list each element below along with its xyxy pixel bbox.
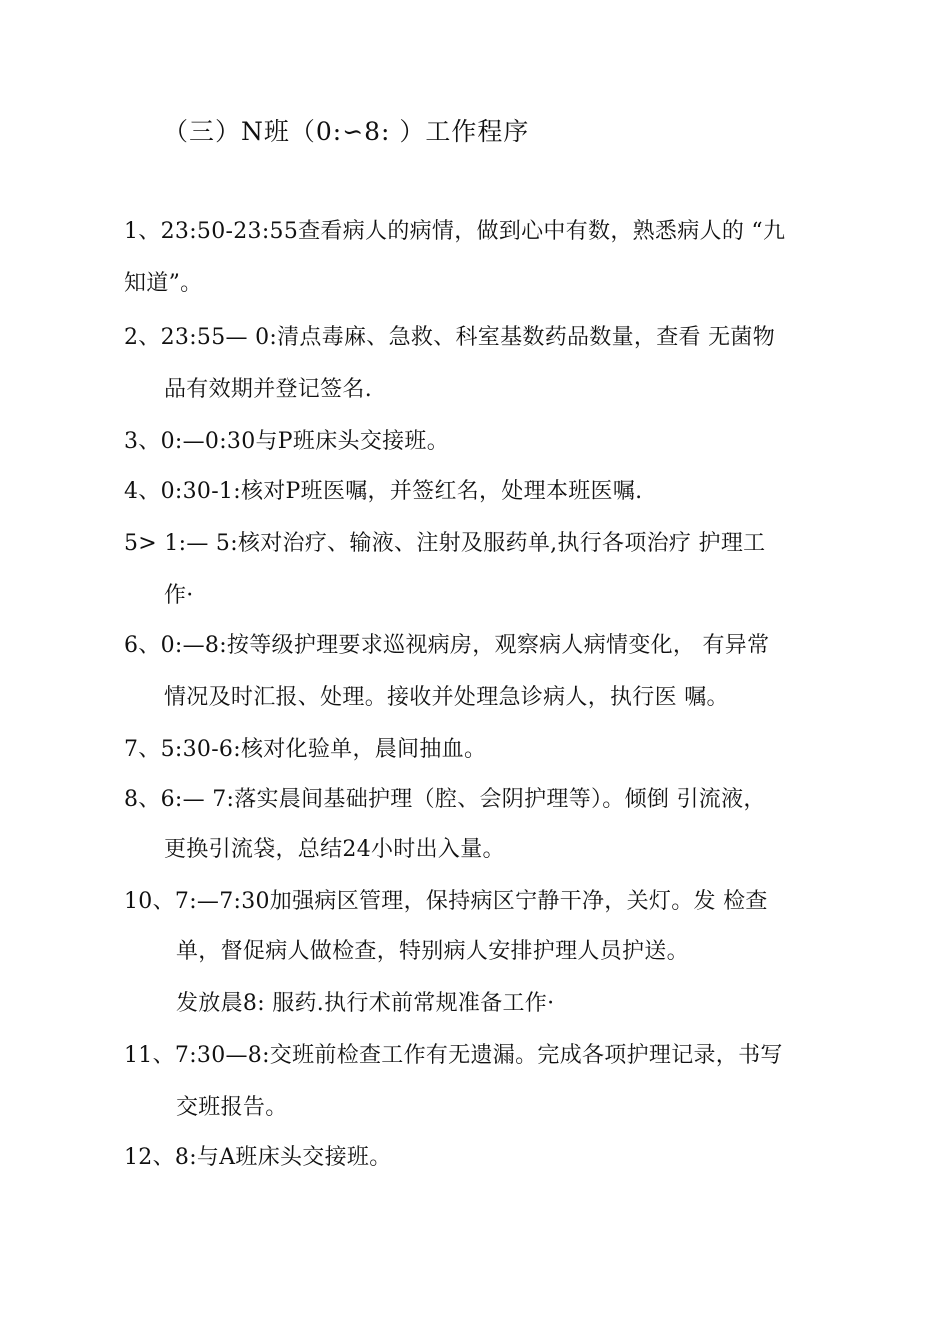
procedure-item-10-line-2: 单，督促病人做检查，特别病人安排护理人员护送。 [176, 939, 689, 964]
procedure-item-11-line-2: 交班报告。 [176, 1095, 288, 1120]
procedure-item-6-line-2: 情况及时汇报、处理。接收并处理急诊病人，执行医 嘱。 [164, 685, 729, 710]
procedure-item-12: 12、8:与A班床头交接班。 [124, 1145, 392, 1170]
procedure-item-3: 3、0:—0:30与P班床头交接班。 [124, 429, 450, 454]
procedure-item-8-line-2: 更换引流袋，总结24小时出入量。 [164, 837, 505, 862]
procedure-item-10-line-1: 10、7:—7:30加强病区管理，保持病区宁静干净，关灯。发 检查 [124, 889, 768, 914]
procedure-item-2-line-1: 2、23:55— 0:清点毒麻、急救、科室基数药品数量，查看 无菌物 [124, 325, 775, 350]
procedure-item-1-line-1: 1、23:50-23:55查看病人的病情，做到心中有数，熟悉病人的 “九 [124, 219, 786, 244]
procedure-item-11-line-1: 11、7:30—8:交班前检查工作有无遗漏。完成各项护理记录，书写 [124, 1043, 783, 1068]
document-title: （三）N班（0:∽8: ）工作程序 [163, 117, 530, 146]
procedure-item-2-line-2: 品有效期并登记签名. [164, 377, 372, 402]
procedure-item-7: 7、5:30-6:核对化验单，晨间抽血。 [124, 737, 487, 762]
procedure-item-6-line-1: 6、0:—8:按等级护理要求巡视病房，观察病人病情变化， 有异常 [124, 633, 770, 658]
procedure-item-5-line-2: 作· [164, 583, 194, 608]
procedure-item-4: 4、0:30-1:核对P班医嘱，并签红名，处理本班医嘱. [124, 479, 643, 504]
procedure-item-10-line-3: 发放晨8: 服药.执行术前常规准备工作· [176, 991, 555, 1016]
procedure-item-8-line-1: 8、6:— 7:落实晨间基础护理（腔、会阴护理等）。倾倒 引流液， [124, 787, 766, 812]
procedure-item-5-line-1: 5> 1:— 5:核对治疗、输液、注射及服药单,执行各项治疗 护理工 [124, 531, 766, 556]
procedure-item-1-line-2: 知道”。 [124, 271, 203, 296]
